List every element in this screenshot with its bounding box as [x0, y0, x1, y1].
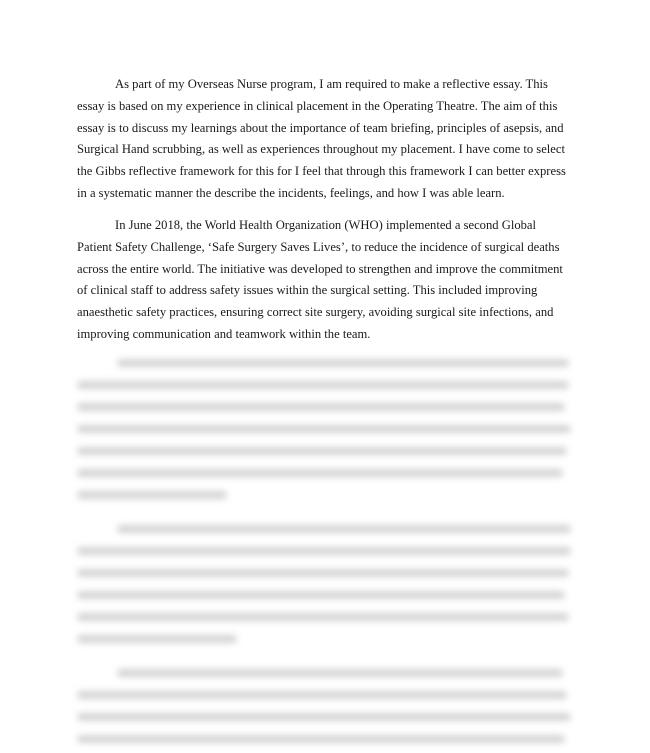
blurred-line — [77, 735, 565, 743]
blurred-line — [77, 713, 571, 721]
blurred-line — [77, 425, 571, 433]
blurred-line — [77, 691, 567, 699]
blurred-line — [77, 569, 569, 577]
blurred-line — [117, 525, 571, 533]
blurred-line — [117, 359, 569, 367]
paragraph-1: As part of my Overseas Nurse program, I am required to make a reflective essay. This essay is based on my experience in clinical placement in the Operating Theatre. The aim of this essay is to discuss my learnings about the importance of team briefing, principles of asepsis, and Surgical Hand scrubbing, as well as experiences throughout my placement. I have come to select the Gibbs reflective framework for this for I feel that through this framework I can better express in a systematic manner the describe the incidents, feelings, and how I was able learn. — [77, 77, 566, 200]
blurred-line — [77, 469, 563, 477]
blurred-line — [77, 613, 569, 621]
blurred-line — [117, 669, 563, 677]
blurred-line — [77, 403, 565, 411]
blurred-line — [77, 635, 237, 643]
blurred-line — [77, 591, 565, 599]
blurred-line — [77, 381, 569, 389]
blurred-line — [77, 491, 227, 499]
blurred-preview-content — [77, 353, 577, 753]
blurred-line — [77, 447, 567, 455]
paragraph-2: In June 2018, the World Health Organization (WHO) implemented a second Global Patient Safety Challenge, ‘Safe Surgery Saves Lives’, to reduce the incidence of surgical deaths across the entire world. The initiative was developed to strengthen and improve the commitment of clinical staff to address safety issues within the surgical setting. This included improving anaesthetic safety practices, ensuring correct site surgery, avoiding surgical site infections, and improving communication and teamwork within the team. — [77, 218, 563, 341]
paragraph-2-container — [77, 215, 573, 353]
blurred-line — [77, 547, 571, 555]
paragraph-1-container — [77, 74, 573, 212]
